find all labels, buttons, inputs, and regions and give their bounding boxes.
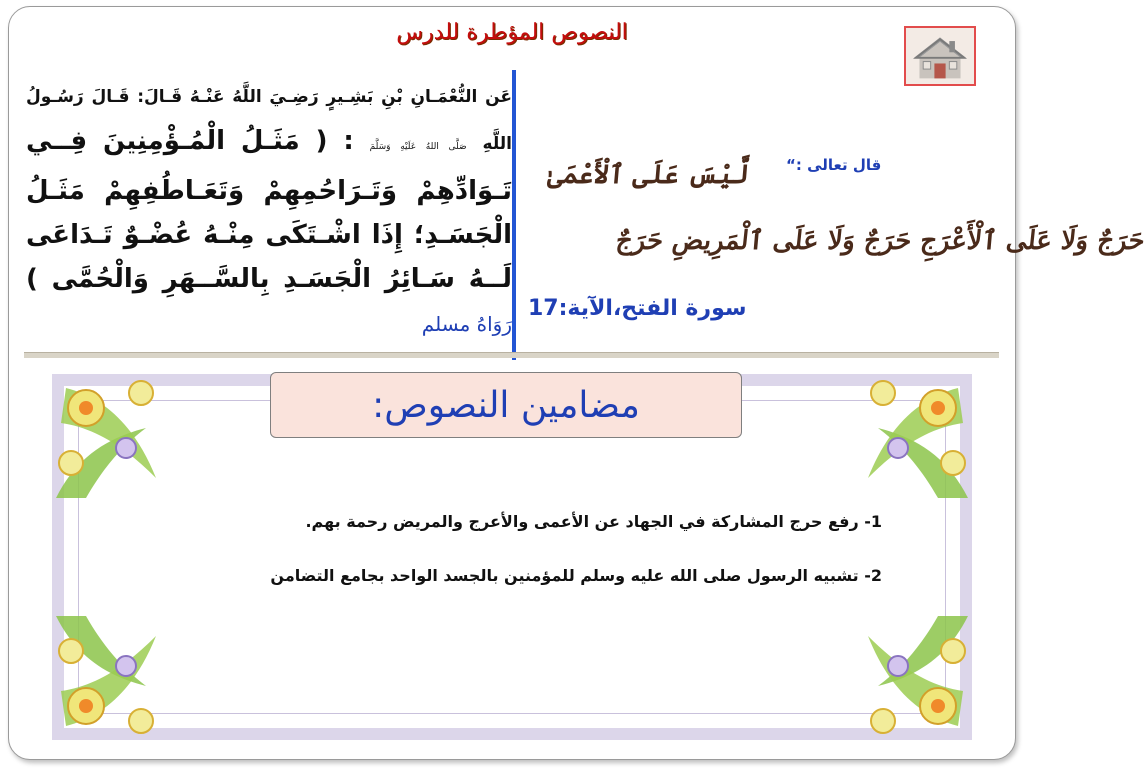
contents-heading-box [270, 372, 742, 438]
quran-verse-line2: حَرَجٌ وَلَا عَلَى ٱلْأَعْرَجِ حَرَجٌ وَلَا عَلَى ٱلْمَرِيضِ حَرَجٌ [614, 226, 1146, 256]
lesson-title: النصوص المؤطرة للدرس [396, 20, 628, 45]
content-item: 2- تشبيه الرسول صلى الله عليه وسلم للمؤمنين بالجسد الواحد بجامع التضامن [270, 566, 882, 585]
hadith-intro: عَن النُّعْمَـانِ بْنِ بَشِـيرٍ رَضِـيَ اللَّهُ عَنْـهُ قَـالَ: قَـالَ رَسُـولُ اللَّهِ [26, 87, 512, 154]
flower-ornament-icon [838, 368, 978, 508]
surah-reference: سورة الفتح،الآية:17 [528, 296, 747, 321]
home-icon [906, 28, 974, 84]
horizontal-divider [24, 352, 999, 358]
hadith-body: : ( مَثَـلُ الْمُـؤْمِنِينَ فِــي تَـوَادِّهِمْ وَتَـرَاحُمِهِمْ وَتَعَـاطُفِهِمْ مَثَـلُ الْجَسَـدِ؛ إِذَا اشْـتَكَى مِنْـهُ عُضْـوٌ تَـدَاعَى لَــهُ سَـائِرُ الْجَسَـدِ بِالسَّــهَرِ وَالْحُمَّى ) [26, 126, 512, 294]
hadith-text [26, 72, 512, 354]
hadith-salutation: صَلَّى اللهُ عَلَيْهِ وَسَلَّمَ [369, 142, 467, 152]
vertical-divider [512, 70, 516, 360]
quran-verse-line1: لَّيْسَ عَلَى ٱلْأَعْمَىٰ [546, 160, 751, 190]
contents-heading: مضامين النصوص: [372, 384, 640, 426]
flower-ornament-icon [838, 606, 978, 746]
quran-intro: قال تعالى :“ [786, 156, 882, 174]
home-button[interactable] [904, 26, 976, 86]
hadith-reference: رَوَاهُ مسلم [421, 312, 512, 336]
frame-inner-border [78, 400, 946, 714]
flower-ornament-icon [46, 368, 186, 508]
content-item: 1- رفع حرج المشاركة في الجهاد عن الأعمى والأعرج والمريض رحمة بهم. [305, 512, 882, 531]
flower-ornament-icon [46, 606, 186, 746]
